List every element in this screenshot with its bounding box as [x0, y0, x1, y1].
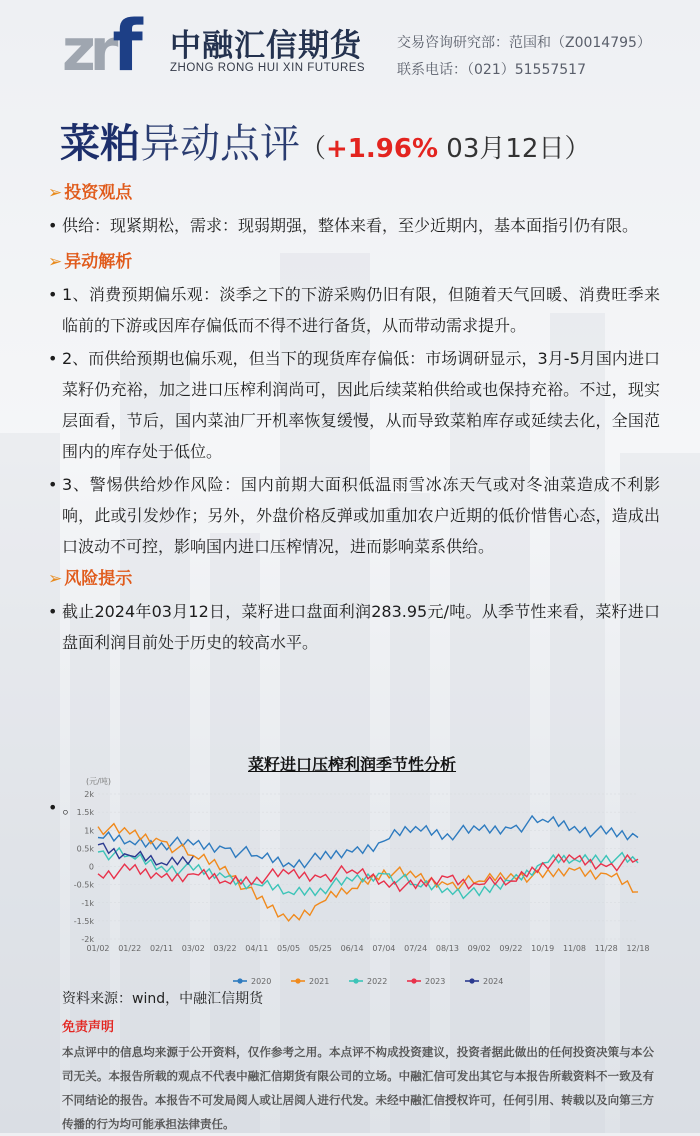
- y-tick-label: 0: [88, 862, 94, 872]
- x-tick-label: 01/22: [118, 944, 142, 953]
- y-tick-label: -0.5k: [73, 880, 94, 890]
- y-tick-label: -1.5k: [73, 916, 94, 926]
- contact-phone: 联系电话：（021）51557517: [397, 62, 586, 78]
- legend-label-2021: 2021: [309, 977, 330, 986]
- x-tick-label: 09/02: [467, 944, 491, 953]
- company-name-en: ZHONG RONG HUI XIN FUTURES: [170, 62, 366, 74]
- title-date: 03月12日）: [438, 134, 591, 164]
- bullet-analysis-2: • 2、而供给预期也偏乐观，但当下的现货库存偏低：市场调研显示，3月-5月国内进口菜籽仍充裕，加之进口压榨利润尚可，因此后续菜粕供给或也保持充裕。不过，现实层面看，节后，国内菜油厂开机率恢复缓慢，从而导致菜粕库存或延续去化，全国范围内的库存处于低位。: [48, 343, 660, 467]
- legend-label-2024: 2024: [483, 977, 504, 986]
- x-tick-label: 06/14: [340, 944, 364, 953]
- disclaimer-text: 本点评中的信息均来源于公开资料，仅作参考之用。本点评不构成投资建议，投资者据此做出的任何投资决策与本公司无关。本报告所载的观点不代表中融汇信期货有限公司的立场。中融汇信可发出其它与本报告所载资料不一致及有不同结论的报告。本报告不可发局阅人或让居阅人进行代发。未经中融汇信授权许可，任何引用、转载以及向第三方传播的行为均可能承担法律责任。: [62, 1045, 654, 1131]
- x-tick-label: 03/22: [213, 944, 237, 953]
- legend-marker-2023: [411, 978, 416, 983]
- legend-marker-2024: [469, 978, 474, 983]
- contact-analyst: 交易咨询研究部：范国和（Z0014795）: [397, 35, 651, 51]
- x-tick-label: 02/11: [149, 944, 174, 953]
- data-source: 资料来源：wind，中融汇信期货: [62, 991, 264, 1007]
- seasonal-profit-chart: [58, 752, 658, 992]
- bullet-analysis-1: • 1、消费预期偏乐观：淡季之下的下游采购仍旧有限，但随着天气回暖、消费旺季来临前的下游或因库存偏低而不得不进行备货，从而带动需求提升。: [48, 279, 660, 341]
- chart-svg: [58, 752, 658, 992]
- x-tick-label: 11/28: [594, 944, 618, 953]
- x-tick-label: 01/02: [86, 944, 110, 953]
- x-tick-label: 07/04: [372, 944, 396, 953]
- report-title: [60, 112, 590, 169]
- legend-label-2020: 2020: [251, 977, 272, 986]
- legend-marker-2020: [237, 978, 242, 983]
- x-tick-label: 10/19: [531, 944, 555, 953]
- x-tick-label: 12/18: [626, 944, 650, 953]
- x-tick-label: 11/08: [562, 944, 587, 953]
- x-tick-label: 08/13: [435, 944, 459, 953]
- report-body: [48, 178, 660, 660]
- section-heading-view: ➢ 投资观点: [48, 183, 133, 203]
- disclaimer-title: 免责声明: [62, 1020, 115, 1035]
- chevron-right-icon: ➢: [48, 183, 63, 203]
- header: [0, 0, 700, 90]
- x-tick-label: 07/24: [404, 944, 428, 953]
- section-heading-analysis: ➢ 异动解析: [48, 252, 133, 272]
- bullet-analysis-3: • 3、警惕供给炒作风险：国内前期大面积低温雨雪冰冻天气或对冬油菜造成不利影响，此或引发炒作；另外，外盘价格反弹或加重加农户近期的低价惜售心态，造成出口波动不可控，影响国内进口压榨情况，进而影响菜系供给。: [48, 469, 660, 562]
- empty-bullet: • 。: [48, 798, 79, 817]
- legend-marker-2022: [353, 978, 358, 983]
- y-tick-label: 1.5k: [76, 808, 94, 818]
- contact-info: [397, 30, 651, 84]
- title-commodity: 菜粕: [60, 121, 140, 167]
- bullet-risk-1: • 截止2024年03月12日，菜籽进口盘面利润283.95元/吨。从季节性来看，菜籽进口盘面利润目前处于历史的较高水平。: [48, 596, 660, 658]
- chevron-right-icon: ➢: [48, 252, 63, 272]
- bullet-view-1: • 供给：现紧期松，需求：现弱期强，整体来看，至少近期内，基本面指引仍有限。: [48, 210, 660, 241]
- title-change: +1.96%: [326, 134, 439, 164]
- y-tick-label: 2k: [84, 790, 94, 799]
- x-tick-label: 05/25: [308, 944, 332, 953]
- title-type: 异动点评: [140, 121, 300, 167]
- chart-title: 菜籽进口压榨利润季节性分析: [248, 755, 457, 774]
- series-line-2022: [98, 848, 638, 899]
- company-logo-mark: zrf: [62, 5, 137, 87]
- legend-marker-2021: [295, 978, 300, 983]
- x-tick-label: 03/02: [181, 944, 205, 953]
- title-paren: （: [300, 134, 327, 164]
- x-tick-label: 09/22: [499, 944, 523, 953]
- legend-label-2023: 2023: [425, 977, 446, 986]
- y-tick-label: 0.5k: [76, 844, 94, 854]
- y-tick-label: 1k: [84, 826, 94, 836]
- y-tick-label: -1k: [81, 898, 94, 908]
- y-tick-label: -2k: [81, 935, 94, 944]
- x-tick-label: 05/05: [277, 944, 301, 953]
- x-tick-label: 04/11: [245, 944, 269, 953]
- section-heading-risk: ➢ 风险提示: [48, 569, 133, 589]
- chevron-right-icon: ➢: [48, 569, 63, 589]
- company-name-cn: 中融汇信期货: [170, 28, 362, 64]
- legend-label-2022: 2022: [367, 977, 388, 986]
- y-axis-label: (元/吨): [86, 777, 111, 786]
